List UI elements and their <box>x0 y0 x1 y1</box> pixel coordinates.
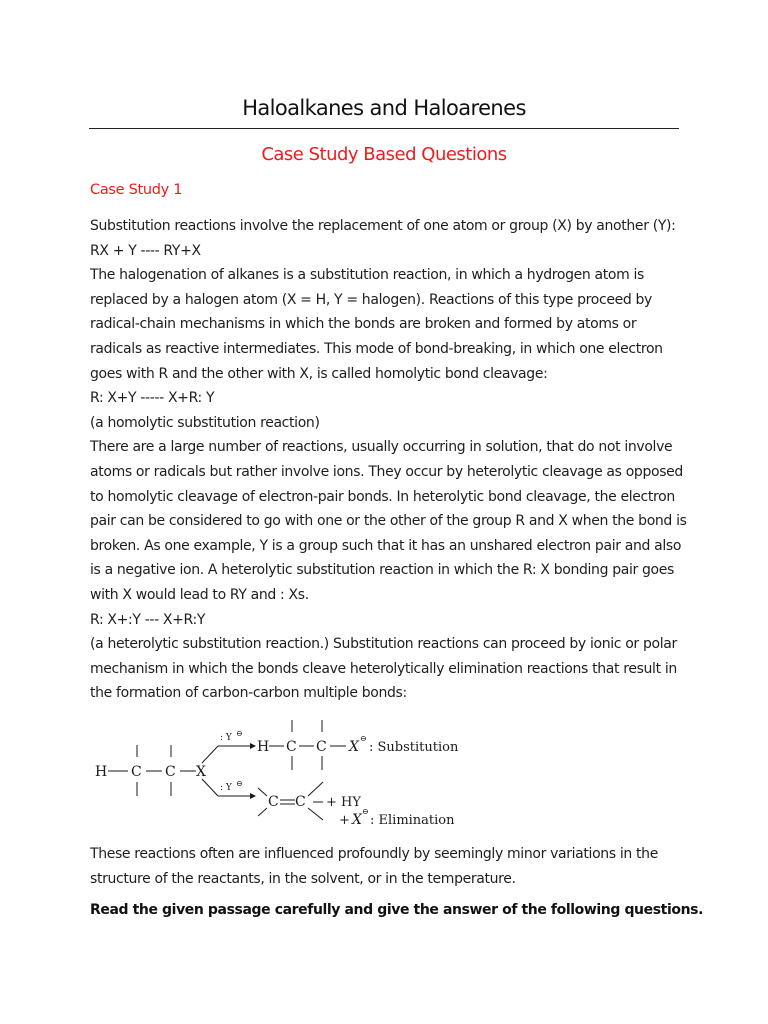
passage-line: mechanism in which the bonds cleave heterolytically elimination reactions that result in <box>90 660 677 677</box>
reagent-top-charge: ⊖ <box>236 729 243 738</box>
passage-line: the formation of carbon-carbon multiple bonds: <box>90 685 407 702</box>
passage-body <box>90 214 690 706</box>
subst-h: H <box>257 739 270 755</box>
reactant-x: X <box>196 764 206 780</box>
passage-line: atoms or radicals but rather involve ions. They occur by heterolytic cleavage as opposed <box>90 463 683 480</box>
passage-line: broken. As one example, Y is a group such that it has an unshared electron pair and also <box>90 537 682 554</box>
elim-c2: C <box>295 794 306 810</box>
subst-c1: C <box>286 739 297 755</box>
passage-line: RX + Y ---- RY+X <box>90 242 201 259</box>
passage-line: (a heterolytic substitution reaction.) Substitution reactions can proceed by ionic or polar <box>90 636 677 653</box>
reactant-c2: C <box>165 764 176 780</box>
passage-line: radical-chain mechanisms in which the bonds are broken and formed by atoms or <box>90 316 637 333</box>
passage-line: R: X+:Y --- X+R:Y <box>90 611 206 628</box>
closing-line: structure of the reactants, in the solvent, or in the temperature. <box>90 870 516 887</box>
passage-line: with X would lead to RY and : Xs. <box>90 586 309 603</box>
subst-x: X <box>349 739 359 755</box>
case-study-heading: Case Study 1 <box>90 182 183 198</box>
passage-line: is a negative ion. A heterolytic substitution reaction in which the R: X bonding pair goes <box>90 562 674 579</box>
passage-line: replaced by a halogen atom (X = H, Y = halogen). Reactions of this type proceed by <box>90 291 652 308</box>
page-title: Haloalkanes and Haloarenes <box>242 96 526 120</box>
reagent-bottom: : Y <box>220 783 232 793</box>
passage-line: There are a large number of reactions, usually occurring in solution, that do not involve <box>90 439 673 456</box>
closing-line: These reactions often are influenced profoundly by seemingly minor variations in the <box>90 846 658 862</box>
reactant-c1: C <box>131 764 142 780</box>
elim-plus-hy: + HY <box>326 795 361 810</box>
elim-x-charge: ⊖ <box>362 807 369 816</box>
passage-line: goes with R and the other with X, is called homolytic bond cleavage: <box>90 365 548 382</box>
passage-line: R: X+Y ----- X+R: Y <box>90 390 215 407</box>
elimination-label: : Elimination <box>370 813 455 828</box>
substitution-label: : Substitution <box>369 740 459 755</box>
reagent-top: : Y <box>220 733 232 743</box>
elim-x: X <box>352 812 362 828</box>
passage-line: pair can be considered to go with one or the other of the group R and X when the bond is <box>90 513 687 530</box>
subst-c2: C <box>316 739 327 755</box>
passage-line: to homolytic cleavage of electron-pair bonds. In heterolytic bond cleavage, the electron <box>90 488 675 505</box>
subst-x-charge: ⊖ <box>360 734 367 743</box>
passage-line: Substitution reactions involve the replacement of one atom or group (X) by another (Y): <box>90 218 676 234</box>
passage-line: The halogenation of alkanes is a substitution reaction, in which a hydrogen atom is <box>90 267 644 284</box>
reagent-bottom-charge: ⊖ <box>236 779 243 788</box>
title-divider <box>89 128 679 129</box>
closing-paragraph <box>90 842 690 891</box>
arrowheads <box>250 743 256 799</box>
elim-plus: + <box>339 813 350 828</box>
instruction-text: Read the given passage carefully and give the answer of the following questions. <box>90 902 703 918</box>
passage-line: (a homolytic substitution reaction) <box>90 414 320 431</box>
elim-c1: C <box>268 794 279 810</box>
reactant-h: H <box>95 764 108 780</box>
passage-line: radicals as reactive intermediates. This mode of bond-breaking, in which one electron <box>90 340 663 357</box>
section-subtitle: Case Study Based Questions <box>261 144 507 165</box>
reaction-diagram <box>90 716 460 832</box>
